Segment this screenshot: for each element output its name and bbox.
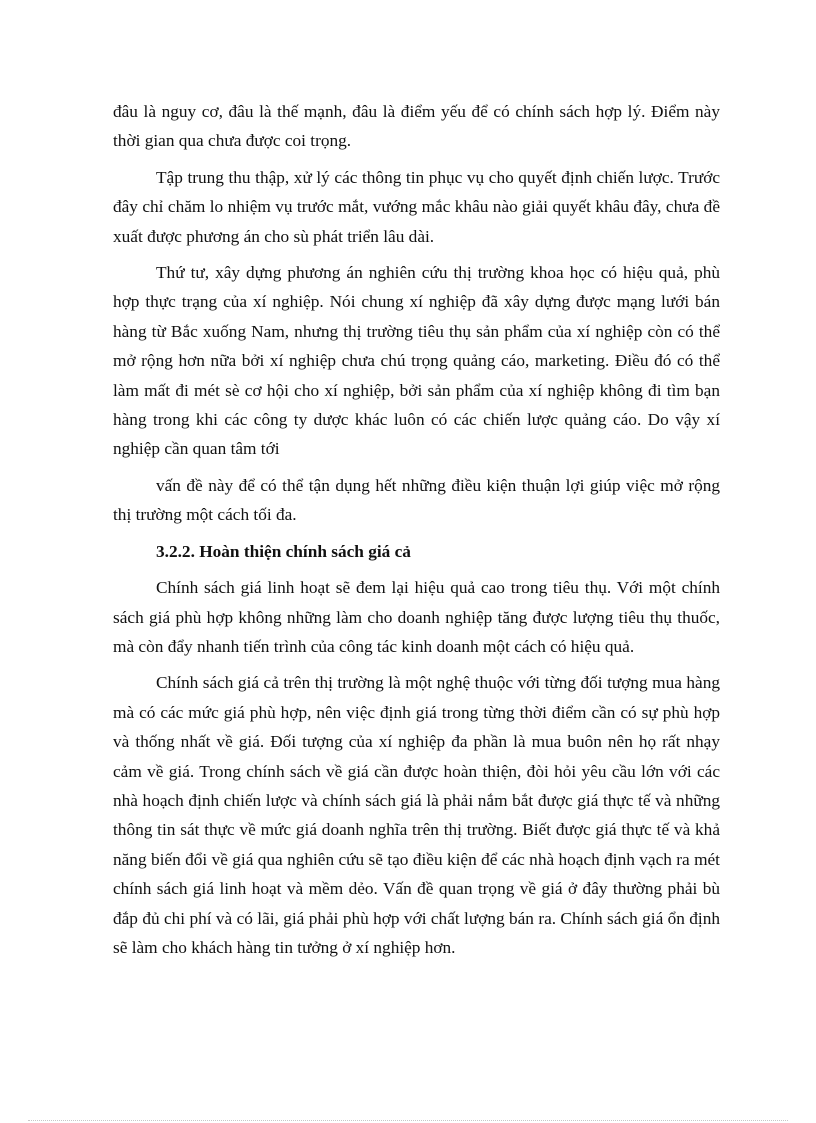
section-heading: 3.2.2. Hoàn thiện chính sách giá cả xyxy=(156,541,411,561)
paragraph-pricing-policy: Chính sách giá cả trên thị trường là một nghệ thuộc với từng đối tượng mua hàng mà có các mức giá phù hợp, nên việc định giá trong từng thời điểm cần có sự phù hợp và thống nhất về giá. Đối tượng của xí nghiệp đa phần là mua buôn nên họ rất nhạy cảm về giá. Trong chính sách về giá cần được hoàn thiện, đòi hỏi yêu cầu lớn với các nhà hoạch định chiến lược và chính sách giá là phải nắm bắt được giá thực tế và những thông tin sát thực về mức giá doanh nghĩa trên thị trường. Biết được giá thực tế và khả năng biến đổi về giá qua nghiên cứu sẽ tạo điều kiện để các nhà hoạch định vạch ra mét chính sách giá linh hoạt và mềm dẻo. Vấn đề quan trọng về giá ở đây thường phải bù đắp đủ chi phí và có lãi, giá phải phù hợp với chất lượng bán ra. Chính sách giá ổn định sẽ làm cho khách hàng tin tưởng ở xí nghiệp hơn. xyxy=(113,673,720,957)
paragraph-continuation: đâu là nguy cơ, đâu là thế mạnh, đâu là điểm yếu để có chính sách hợp lý. Điểm này thời gian qua chưa được coi trọng. xyxy=(113,102,720,151)
footer-divider xyxy=(28,1120,788,1121)
document-page xyxy=(113,97,720,962)
paragraph-market-research: Thứ tư, xây dựng phương án nghiên cứu thị trường khoa học có hiệu quả, phù hợp thực trạng của xí nghiệp. Nói chung xí nghiệp đã xây dựng được mạng lưới bán hàng từ Bắc xuống Nam, nhưng thị trường tiêu thụ sản phẩm của xí nghiệp còn có thể mở rộng hơn nữa bởi xí nghiệp chưa chú trọng quảng cáo, marketing. Điều đó có thể làm mất đi mét sè cơ hội cho xí nghiệp, bởi sản phẩm của xí nghiệp không đi tìm bạn hàng trong khi các công ty dược khác luôn có các chiến lược quảng cáo. Do vậy xí nghiệp cần quan tâm tới xyxy=(113,263,720,459)
paragraph-information-gathering: Tập trung thu thập, xử lý các thông tin phục vụ cho quyết định chiến lược. Trước đây chỉ chăm lo nhiệm vụ trước mắt, vướng mắc khâu nào giải quyết khâu đây, chưa đề xuất được phương án cho sù phát triển lâu dài. xyxy=(113,167,720,246)
paragraph-market-expansion: vấn đề này để có thể tận dụng hết những điều kiện thuận lợi giúp việc mở rộng thị trường một cách tối đa. xyxy=(113,475,720,525)
paragraph-flexible-pricing: Chính sách giá linh hoạt sẽ đem lại hiệu quả cao trong tiêu thụ. Với một chính sách giá phù hợp không những làm cho doanh nghiệp tăng được lượng tiêu thụ thuốc, mà còn đẩy nhanh tiến trình của công tác kinh doanh một cách có hiệu quả. xyxy=(113,578,720,656)
